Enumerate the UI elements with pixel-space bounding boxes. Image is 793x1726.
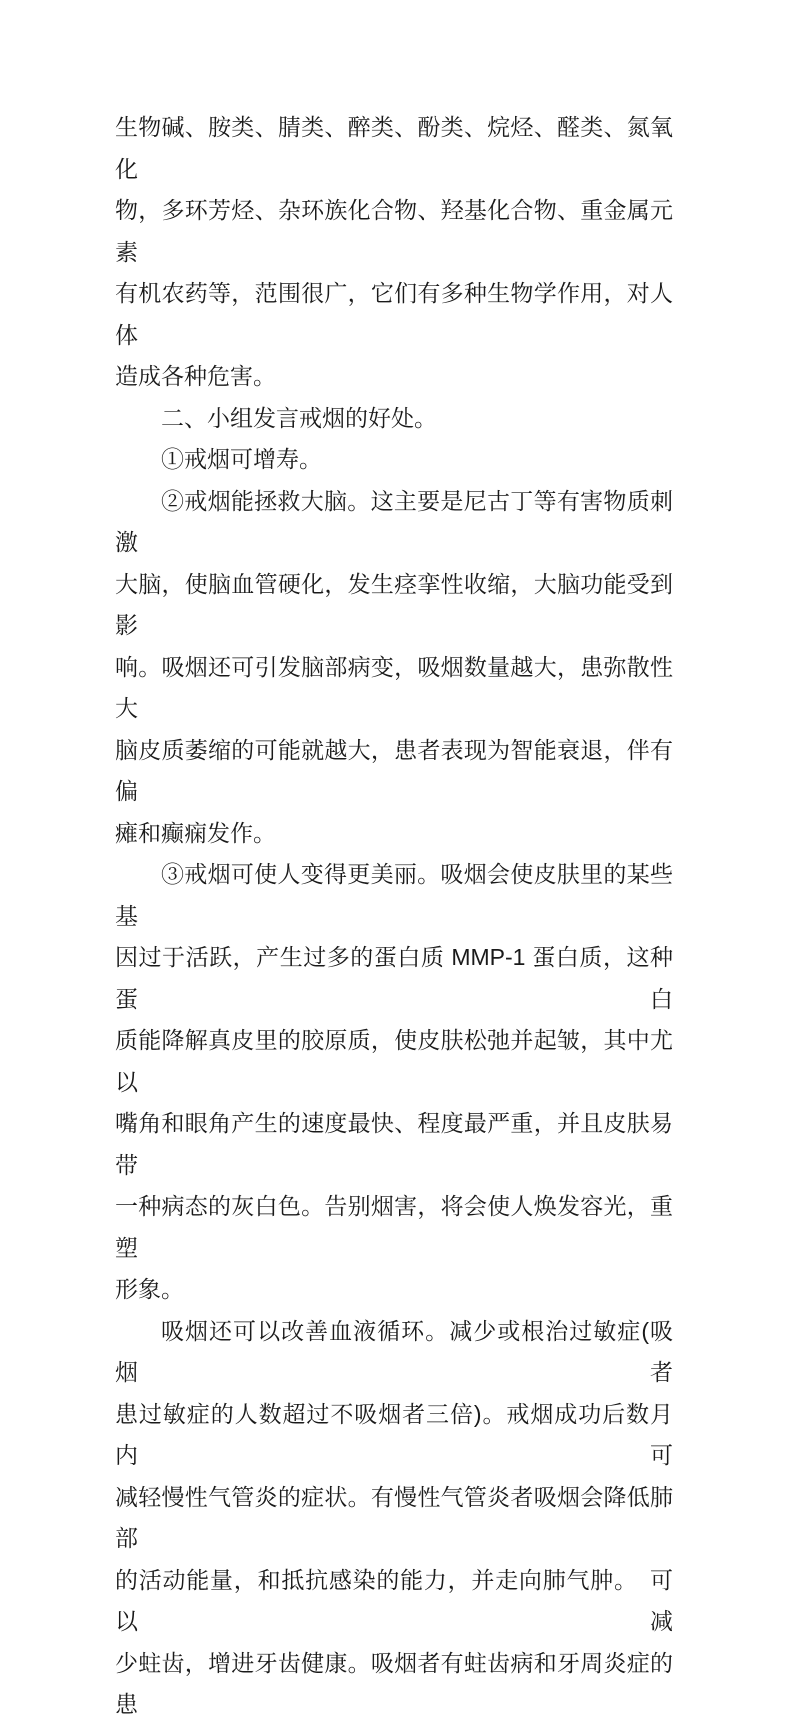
text-line: 减轻慢性气管炎的症状。有慢性气管炎者吸烟会降低肺部 xyxy=(115,1483,673,1551)
document-text xyxy=(115,107,673,1726)
text-line: 少蛀齿，增进牙齿健康。吸烟者有蛀齿病和牙周炎症的患 xyxy=(115,1649,673,1717)
text-line: 响。吸烟还可引发脑部病变，吸烟数量越大，患弥散性大 xyxy=(115,653,673,721)
text-line: 质能降解真皮里的胶原质，使皮肤松弛并起皱，其中尤以 xyxy=(115,1027,673,1095)
text-line: ②戒烟能拯救大脑。这主要是尼古丁等有害物质刺激 xyxy=(115,487,673,555)
text-line: 有机农药等，范围很广，它们有多种生物学作用，对人体 xyxy=(115,280,673,348)
text-line: 患过敏症的人数超过不吸烟者三倍)。戒烟成功后数月内可 xyxy=(115,1400,673,1468)
text-line: 大脑，使脑血管硬化，发生痉挛性收缩，大脑功能受到影 xyxy=(115,570,673,638)
text-line: 一种病态的灰白色。告别烟害，将会使人焕发容光，重塑 xyxy=(115,1193,673,1261)
text-line: 因过于活跃，产生过多的蛋白质 MMP-1 蛋白质，这种蛋白 xyxy=(115,944,673,1012)
text-line: ③戒烟可使人变得更美丽。吸烟会使皮肤里的某些基 xyxy=(115,861,673,929)
text-line: 物，多环芳烃、杂环族化合物、羟基化合物、重金属元素 xyxy=(115,197,673,265)
text-line: 二、小组发言戒烟的好处。 xyxy=(161,404,437,431)
text-line: 形象。 xyxy=(115,1276,184,1302)
text-line: 造成各种危害。 xyxy=(115,363,276,389)
text-line: 的活动能量，和抵抗感染的能力，并走向肺气肿。 可以减 xyxy=(115,1566,673,1634)
text-line: ①戒烟可增寿。 xyxy=(161,446,322,472)
text-line: 吸烟还可以改善血液循环。减少或根治过敏症(吸烟者 xyxy=(115,1317,673,1385)
text-line: 嘴角和眼角产生的速度最快、程度最严重，并且皮肤易带 xyxy=(115,1110,673,1178)
text-line: 瘫和癫痫发作。 xyxy=(115,819,276,846)
text-line: 脑皮质萎缩的可能就越大，患者表现为智能衰退，伴有偏 xyxy=(115,736,673,804)
text-line: 生物碱、胺类、腈类、醉类、酚类、烷烃、醛类、氮氧化 xyxy=(115,114,673,182)
